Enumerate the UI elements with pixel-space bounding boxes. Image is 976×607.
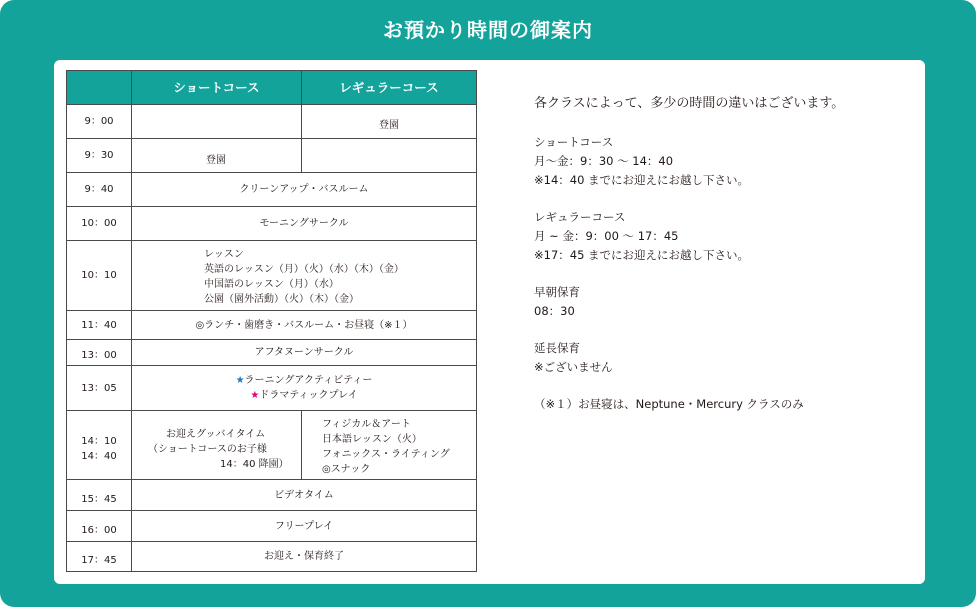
- regular-course-info: [534, 208, 914, 265]
- table-row: [67, 411, 477, 480]
- info-column: [534, 94, 914, 414]
- table-row: [67, 366, 477, 411]
- lesson-line: 中国語のレッスン（月）（水）: [204, 279, 339, 290]
- both-cell: モーニングサークル: [132, 207, 477, 241]
- info-line: 08：30: [534, 304, 575, 318]
- regular-cell: [302, 139, 477, 173]
- nap-note: （※１）お昼寝は、Neptune・Mercury クラスのみ: [534, 397, 804, 411]
- table-row: [67, 105, 477, 139]
- info-heading: レギュラーコース: [534, 210, 626, 224]
- both-cell: フリープレイ: [132, 511, 477, 542]
- lesson-line: レッスン: [204, 249, 244, 260]
- table-row: [67, 542, 477, 572]
- schedule-table: [66, 70, 477, 572]
- time-cell: 9：00: [67, 105, 132, 139]
- table-row: [67, 241, 477, 311]
- info-heading: ショートコース: [534, 135, 614, 149]
- time-cell: 17：45: [67, 542, 132, 572]
- table-row: [67, 340, 477, 366]
- lesson-line: 英語のレッスン（月）（火）（水）（木）（金）: [204, 264, 404, 275]
- header-regular-course: レギュラーコース: [302, 71, 477, 105]
- time-cell: 9：30: [67, 139, 132, 173]
- activity-line: ★ドラマティックプレイ: [250, 390, 358, 401]
- time-cell: 14：10 14：40: [67, 411, 132, 480]
- table-row: [67, 511, 477, 542]
- both-cell: ビデオタイム: [132, 480, 477, 511]
- table-row: [67, 311, 477, 340]
- info-line: ※14：40 までにお迎えにお越し下さい。: [534, 173, 750, 187]
- table-row: [67, 207, 477, 241]
- table-row: [67, 139, 477, 173]
- time-cell: 16：00: [67, 511, 132, 542]
- star-icon: ★: [250, 390, 260, 401]
- time-cell: 15：45: [67, 480, 132, 511]
- info-line: ※ございません: [534, 360, 613, 374]
- time-cell: 9：40: [67, 173, 132, 207]
- both-cell: ◎ランチ・歯磨き・バスルーム・お昼寝（※１）: [132, 311, 477, 340]
- info-heading: 早朝保育: [534, 285, 580, 299]
- time-cell: 10：10: [67, 241, 132, 311]
- page-title: お預かり時間の御案内: [383, 18, 593, 42]
- lesson-line: 公園（園外活動）（火）（木）（金）: [204, 294, 359, 305]
- table-row: [67, 173, 477, 207]
- both-cell: お迎え・保育終了: [132, 542, 477, 572]
- time-cell: 10：00: [67, 207, 132, 241]
- lesson-cell: [132, 241, 477, 311]
- table-row: [67, 480, 477, 511]
- activity-line: ★ラーニングアクティビティー: [235, 375, 373, 386]
- regular-cell: 登園: [302, 105, 477, 139]
- info-line: 月〜金：9：30 〜 14：40: [534, 154, 674, 168]
- info-line: 月 ~ 金：9：00 〜 17：45: [534, 229, 679, 243]
- time-cell: 11：40: [67, 311, 132, 340]
- time-cell: 13：00: [67, 340, 132, 366]
- regular-cell: フィジカル＆アート 日本語レッスン（火） フォニックス・ライティング ◎スナック: [302, 411, 477, 480]
- info-lead: 各クラスによって、多少の時間の違いはございます。: [534, 96, 845, 111]
- table-header-row: [67, 71, 477, 105]
- header-time: [67, 71, 132, 105]
- activity-cell: [132, 366, 477, 411]
- short-cell: [132, 105, 302, 139]
- time-cell: 13：05: [67, 366, 132, 411]
- both-cell: クリーンアップ・バスルーム: [132, 173, 477, 207]
- short-cell: 登園: [132, 139, 302, 173]
- header-short-course: ショートコース: [132, 71, 302, 105]
- info-line: ※17：45 までにお迎えにお越し下さい。: [534, 248, 750, 262]
- short-course-info: [534, 133, 914, 190]
- both-cell: アフタヌーンサークル: [132, 340, 477, 366]
- star-icon: ★: [235, 375, 245, 386]
- extended-care-info: [534, 339, 914, 377]
- early-care-info: [534, 283, 914, 321]
- short-cell: お迎えグッバイタイム （ショートコースのお子様 14：40 降園）: [132, 411, 302, 480]
- info-heading: 延長保育: [534, 341, 580, 355]
